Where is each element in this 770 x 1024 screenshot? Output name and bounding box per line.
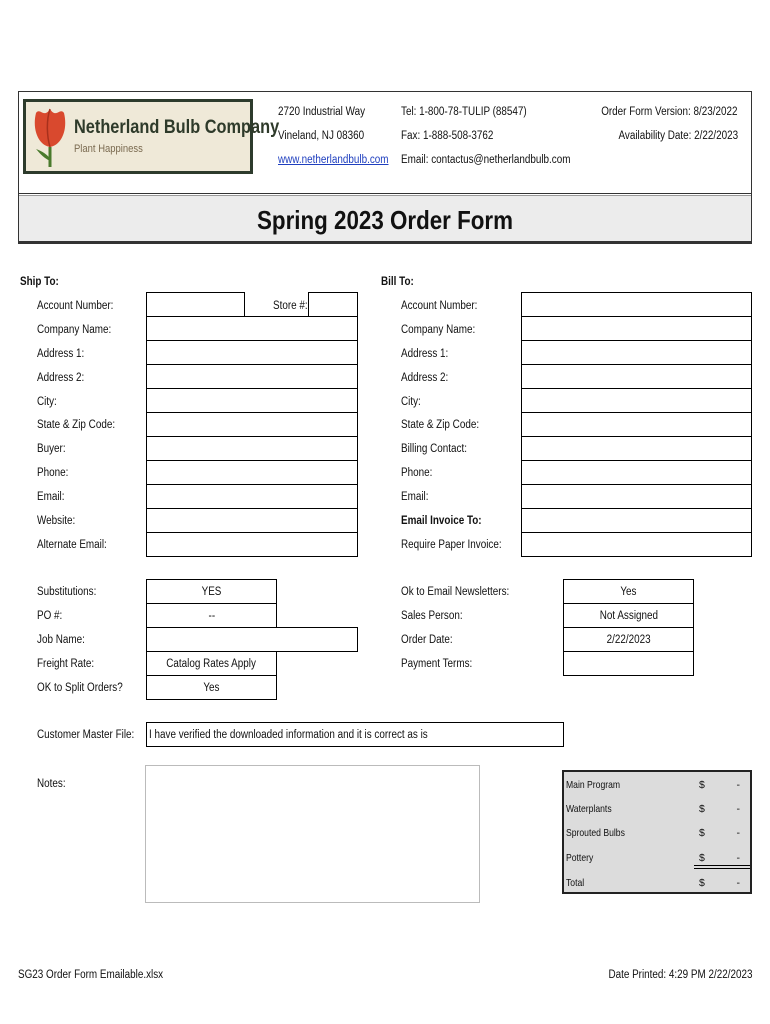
bill-to-heading: Bill To: <box>381 276 414 288</box>
ship-label: Website: <box>37 515 76 527</box>
totals-currency: $ <box>699 779 705 791</box>
order-date-value: 2/22/2023 <box>606 633 651 646</box>
website-link[interactable]: www.netherlandbulb.com <box>278 154 389 166</box>
ship-label: Phone: <box>37 467 69 479</box>
ship-label: Account Number: <box>37 300 114 312</box>
billing-contact-field[interactable] <box>521 436 752 461</box>
totals-label: Main Program <box>566 779 621 791</box>
total-underline <box>694 868 750 869</box>
substitutions-label: Substitutions: <box>37 586 97 598</box>
ship-buyer-field[interactable] <box>146 436 358 461</box>
customer-master-field[interactable] <box>146 722 564 747</box>
freight-rate-value: Catalog Rates Apply <box>166 657 257 670</box>
ship-email-field[interactable] <box>146 484 358 509</box>
sales-person-label: Sales Person: <box>401 610 463 622</box>
substitutions-field[interactable] <box>146 579 277 604</box>
totals-row-total <box>566 872 750 896</box>
po-value: -- <box>208 609 215 622</box>
freight-rate-label: Freight Rate: <box>37 658 95 670</box>
bill-label: Phone: <box>401 467 433 479</box>
ship-label: Alternate Email: <box>37 539 107 551</box>
ship-address2-field[interactable] <box>146 364 358 389</box>
totals-currency: $ <box>699 803 705 815</box>
bill-email-field[interactable] <box>521 484 752 509</box>
email-invoice-to-field[interactable] <box>521 508 752 533</box>
freight-rate-field[interactable] <box>146 651 277 676</box>
ship-company-name-field[interactable] <box>146 316 358 341</box>
job-name-label: Job Name: <box>37 634 85 646</box>
ship-label: Email: <box>37 491 65 503</box>
totals-value: - <box>736 827 740 839</box>
ship-label: City: <box>37 396 57 408</box>
ship-state-zip-field[interactable] <box>146 412 358 437</box>
ship-phone-field[interactable] <box>146 460 358 485</box>
ship-website-field[interactable] <box>146 508 358 533</box>
totals-value: - <box>736 877 740 889</box>
ship-label: Address 1: <box>37 348 85 360</box>
totals-value: - <box>736 779 740 791</box>
bill-address2-field[interactable] <box>521 364 752 389</box>
logo-company-name: Netherland Bulb Company <box>74 117 280 138</box>
bill-company-name-field[interactable] <box>521 316 752 341</box>
tulip-icon <box>30 105 70 169</box>
totals-label: Waterplants <box>566 803 612 815</box>
bill-label: Email: <box>401 491 429 503</box>
availability-date: Availability Date: 2/22/2023 <box>618 130 738 142</box>
bill-label: Email Invoice To: <box>401 515 482 527</box>
newsletters-field[interactable] <box>563 579 694 604</box>
payment-terms-field[interactable] <box>563 651 694 676</box>
po-field[interactable] <box>146 603 277 628</box>
total-underline <box>694 865 750 866</box>
company-logo <box>23 99 280 174</box>
address-line1: 2720 Industrial Way <box>278 106 366 118</box>
customer-master-value: I have verified the downloaded information and it is correct as is <box>149 729 428 741</box>
ship-account-number-field[interactable] <box>146 292 245 317</box>
ship-label: Address 2: <box>37 372 85 384</box>
bill-label: Billing Contact: <box>401 443 467 455</box>
bill-label: City: <box>401 396 421 408</box>
bill-address1-field[interactable] <box>521 340 752 365</box>
ship-label: Company Name: <box>37 324 112 336</box>
require-paper-invoice-field[interactable] <box>521 532 752 557</box>
footer-filename: SG23 Order Form Emailable.xlsx <box>18 969 164 981</box>
customer-master-label: Customer Master File: <box>37 729 135 741</box>
header-divider <box>18 193 752 194</box>
bill-label: Company Name: <box>401 324 476 336</box>
totals-currency: $ <box>699 827 705 839</box>
fax-text: Fax: 1-888-508-3762 <box>401 130 494 142</box>
totals-currency: $ <box>699 852 705 864</box>
footer-date-printed: Date Printed: 4:29 PM 2/22/2023 <box>607 969 752 981</box>
bill-state-zip-field[interactable] <box>521 412 752 437</box>
newsletters-label: Ok to Email Newsletters: <box>401 586 510 598</box>
ship-alternate-email-field[interactable] <box>146 532 358 557</box>
bill-label: Address 2: <box>401 372 449 384</box>
totals-row <box>566 798 750 822</box>
totals-row <box>566 822 750 846</box>
totals-currency: $ <box>699 877 705 889</box>
job-name-field[interactable] <box>146 627 358 652</box>
po-label: PO #: <box>37 610 63 622</box>
sales-person-field[interactable] <box>563 603 694 628</box>
bill-phone-field[interactable] <box>521 460 752 485</box>
newsletters-value: Yes <box>620 585 637 598</box>
ship-label: State & Zip Code: <box>37 419 116 431</box>
store-label: Store #: <box>273 300 308 312</box>
notes-label: Notes: <box>37 778 66 790</box>
totals-label: Sprouted Bulbs <box>566 827 625 839</box>
order-date-field[interactable] <box>563 627 694 652</box>
sales-person-value: Not Assigned <box>599 609 658 622</box>
split-orders-value: Yes <box>203 681 220 694</box>
ship-address1-field[interactable] <box>146 340 358 365</box>
store-number-field[interactable] <box>308 292 358 317</box>
ship-city-field[interactable] <box>146 388 358 413</box>
phone-text: Tel: 1-800-78-TULIP (88547) <box>401 106 527 118</box>
page-title: Spring 2023 Order Form <box>257 205 513 235</box>
contact-email-text: Email: contactus@netherlandbulb.com <box>401 154 571 166</box>
totals-table <box>562 770 752 894</box>
bill-label: Address 1: <box>401 348 449 360</box>
address-line2: Vineland, NJ 08360 <box>278 130 365 142</box>
totals-row <box>566 774 750 798</box>
bill-label: Require Paper Invoice: <box>401 539 502 551</box>
bill-label: State & Zip Code: <box>401 419 480 431</box>
notes-textarea[interactable] <box>145 765 480 903</box>
bill-label: Account Number: <box>401 300 478 312</box>
bill-account-number-field[interactable] <box>521 292 752 317</box>
totals-label: Total <box>566 877 585 889</box>
totals-value: - <box>736 803 740 815</box>
form-version: Order Form Version: 8/23/2022 <box>601 106 738 118</box>
bill-city-field[interactable] <box>521 388 752 413</box>
title-band <box>19 195 751 243</box>
substitutions-value: YES <box>201 585 222 598</box>
order-date-label: Order Date: <box>401 634 453 646</box>
logo-tagline: Plant Happiness <box>74 143 143 155</box>
payment-terms-label: Payment Terms: <box>401 658 473 670</box>
ship-to-heading: Ship To: <box>20 276 59 288</box>
split-orders-label: OK to Split Orders? <box>37 682 123 694</box>
ship-label: Buyer: <box>37 443 66 455</box>
split-orders-field[interactable] <box>146 675 277 700</box>
totals-label: Pottery <box>566 852 594 864</box>
totals-value: - <box>736 852 740 864</box>
